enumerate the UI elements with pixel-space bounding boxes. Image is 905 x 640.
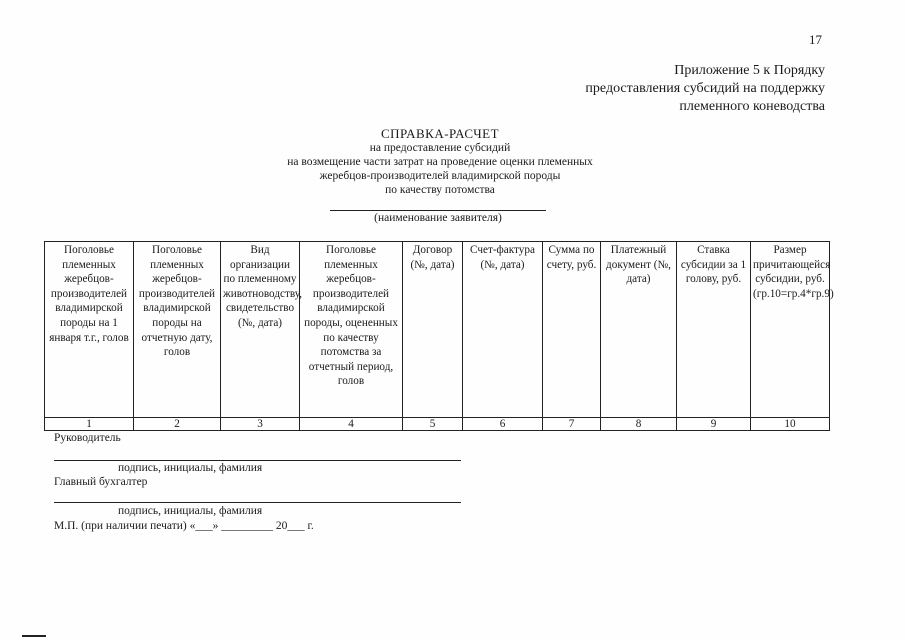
column-number: 7 [543,418,601,431]
accountant-signature-caption: подпись, инициалы, фамилия [118,505,263,517]
column-number-row [45,418,830,431]
column-number: 2 [134,418,221,431]
applicant-name-line [330,210,546,211]
column-header: Вид организации по племенному животноводству, свидетельство (№, дата) [221,242,300,418]
column-number: 9 [677,418,751,431]
appendix-line: Приложение 5 к Порядку [674,63,825,78]
corner-mark [22,635,46,637]
column-number: 6 [463,418,543,431]
head-signature-caption: подпись, инициалы, фамилия [118,462,263,474]
table-header-row [45,242,830,418]
title-line: на возмещение части затрат на проведение оценки племенных [287,156,593,168]
document-title-block [210,127,670,197]
column-number: 3 [221,418,300,431]
column-header: Размер причитающейся субсидии, руб. (гр.10=гр.4*гр.9) [751,242,830,418]
column-header: Поголовье племенных жеребцов-производителей владимирской породы на отчетную дату, голов [134,242,221,418]
document-title: СПРАВКА-РАСЧЕТ [380,126,500,141]
column-header: Договор (№, дата) [403,242,463,418]
title-line: жеребцов-производителей владимирской породы [319,170,561,182]
column-number: 1 [45,418,134,431]
page-number: 17 [809,32,822,47]
appendix-line: племенного коневодства [679,99,825,114]
title-line: на предоставление субсидий [369,142,511,154]
column-header: Платежный документ (№, дата) [601,242,677,418]
head-signature-line [54,460,461,461]
calculation-table [44,241,834,431]
column-number: 10 [751,418,830,431]
stamp-date-line: М.П. (при наличии печати) «___» _________ 20___ г. [54,520,314,532]
column-number: 5 [403,418,463,431]
column-number: 4 [300,418,403,431]
applicant-caption: (наименование заявителя) [374,212,502,224]
appendix-header [585,62,825,116]
head-label: Руководитель [54,432,121,444]
column-header: Счет-фактура (№, дата) [463,242,543,418]
column-header: Сумма по счету, руб. [543,242,601,418]
column-header: Ставка субсидии за 1 голову, руб. [677,242,751,418]
title-line: по качеству потомства [385,184,495,196]
appendix-line: предоставления субсидий на поддержку [585,81,825,96]
column-header: Поголовье племенных жеребцов-производителей владимирской породы на 1 января т.г., голов [45,242,134,418]
column-number: 8 [601,418,677,431]
accountant-label: Главный бухгалтер [54,476,148,488]
column-header: Поголовье племенных жеребцов-производителей владимирской породы, оцененных по качеству потомства за отчетный период, голов [300,242,403,418]
accountant-signature-line [54,502,461,503]
